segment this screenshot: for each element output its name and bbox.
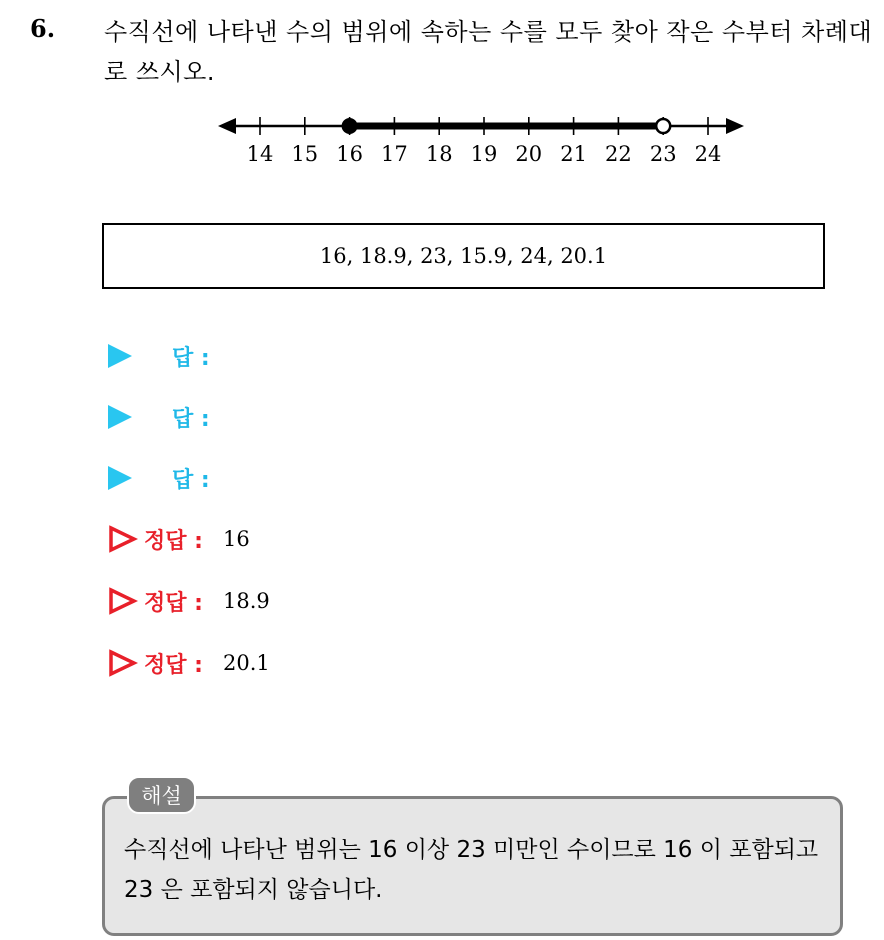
outline-triangle-icon — [108, 525, 138, 553]
explanation-tab: 해설 — [127, 776, 196, 814]
correct-label: 정답 : — [144, 528, 203, 554]
tick-label: 15 — [291, 142, 319, 166]
outline-triangle-icon — [108, 649, 138, 677]
answer-label: 답 : — [172, 345, 210, 371]
correct-label: 정답 : — [144, 590, 203, 616]
closed-endpoint — [342, 118, 358, 134]
candidate-numbers-box — [102, 223, 825, 289]
left-arrow-icon — [218, 118, 236, 134]
candidate-numbers: 16, 18.9, 23, 15.9, 24, 20.1 — [319, 244, 608, 268]
correct-answer-row — [108, 524, 250, 554]
tick-label: 19 — [470, 142, 498, 166]
tick-label: 22 — [605, 142, 632, 166]
tick-label: 16 — [336, 142, 363, 166]
play-icon — [108, 405, 132, 429]
answer-row — [108, 402, 210, 432]
tick-label: 17 — [381, 142, 408, 166]
question-number: 6. — [30, 14, 56, 43]
correct-value: 16 — [222, 527, 250, 551]
tick-label: 21 — [560, 142, 587, 166]
correct-value: 20.1 — [222, 651, 270, 675]
answer-label: 답 : — [172, 467, 210, 493]
play-icon — [108, 344, 132, 368]
right-arrow-icon — [726, 118, 744, 134]
correct-answer-row — [108, 648, 270, 678]
answer-label: 답 : — [172, 406, 210, 432]
tick-label: 23 — [649, 142, 677, 166]
tick-label: 18 — [425, 142, 453, 166]
correct-label: 정답 : — [144, 652, 203, 678]
explanation-text: 수직선에 나타난 범위는 16 이상 23 미만인 수이므로 16 이 포함되고 23 은 포함되지 않습니다. — [124, 837, 819, 903]
correct-answer-row — [108, 586, 270, 616]
outline-triangle-icon — [108, 587, 138, 615]
answer-row — [108, 463, 210, 493]
open-endpoint — [656, 119, 670, 133]
play-icon — [108, 466, 132, 490]
answer-row — [108, 341, 210, 371]
tick-label: 14 — [246, 142, 274, 166]
question-text: 수직선에 나타낸 수의 범위에 속하는 수를 모두 찾아 작은 수부터 차례대로 쓰시오. — [104, 18, 873, 86]
tick-label: 20 — [515, 142, 543, 166]
number-line — [210, 102, 750, 168]
correct-value: 18.9 — [222, 589, 270, 613]
tick-label: 24 — [694, 142, 722, 166]
